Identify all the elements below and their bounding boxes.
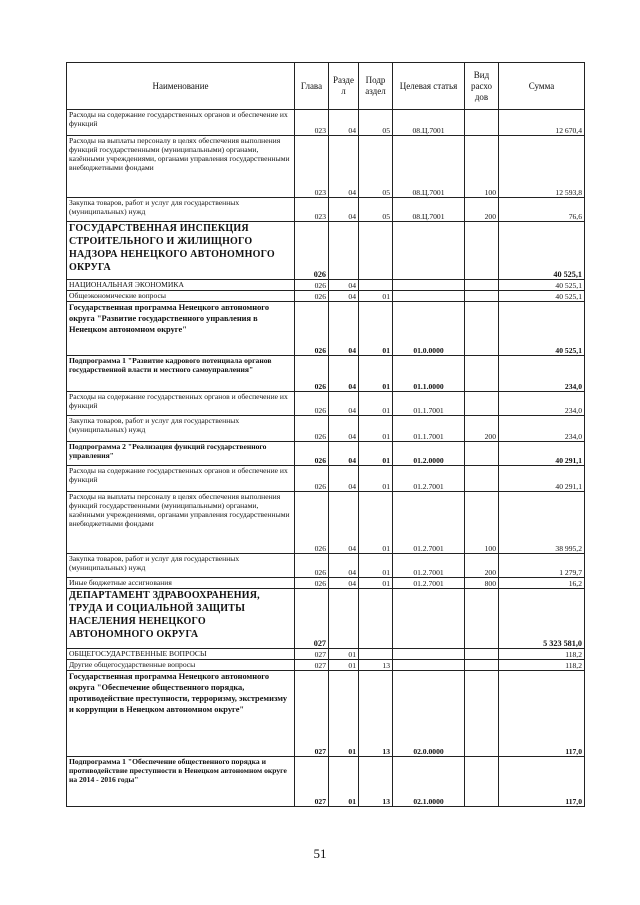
cell-vid [465, 660, 499, 671]
cell-target: 01.1.7001 [393, 416, 465, 442]
cell-vid [465, 757, 499, 807]
header-glava: Глава [295, 63, 329, 110]
cell-vid [465, 110, 499, 136]
cell-podrazdel: 01 [359, 442, 393, 466]
cell-razdel: 04 [329, 466, 359, 492]
cell-sum: 234,0 [499, 356, 585, 392]
cell-vid [465, 649, 499, 660]
cell-sum: 40 525,1 [499, 291, 585, 302]
cell-target: 08.Ц.7001 [393, 136, 465, 198]
table-row [67, 649, 585, 660]
cell-razdel: 04 [329, 554, 359, 578]
cell-razdel: 01 [329, 671, 359, 757]
table-row [67, 442, 585, 466]
cell-podrazdel: 01 [359, 578, 393, 589]
cell-name: ОБЩЕГОСУДАРСТВЕННЫЕ ВОПРОСЫ [67, 649, 295, 660]
table-row [67, 416, 585, 442]
cell-glava: 026 [295, 222, 329, 280]
table-row [67, 136, 585, 198]
cell-name: Закупка товаров, работ и услуг для государственных (муниципальных) нужд [67, 554, 295, 578]
cell-glava: 026 [295, 578, 329, 589]
cell-vid: 200 [465, 554, 499, 578]
cell-glava: 026 [295, 466, 329, 492]
header-vid: Вид расхо дов [465, 63, 499, 110]
table-row [67, 660, 585, 671]
cell-target: 08.Ц.7001 [393, 110, 465, 136]
cell-vid [465, 589, 499, 649]
cell-glava: 027 [295, 757, 329, 807]
cell-razdel: 01 [329, 757, 359, 807]
cell-sum: 118,2 [499, 649, 585, 660]
cell-name: Подпрограмма 1 "Обеспечение общественного порядка и противодействие преступности в Ненецком автономном округе на 2014 - 2016 годы" [67, 757, 295, 807]
cell-target: 01.1.0000 [393, 356, 465, 392]
cell-target: 08.Ц.7001 [393, 198, 465, 222]
cell-podrazdel [359, 649, 393, 660]
header-sum: Сумма [499, 63, 585, 110]
table-row [67, 466, 585, 492]
table-row [67, 198, 585, 222]
cell-sum: 40 291,1 [499, 466, 585, 492]
table-body [67, 110, 585, 807]
cell-podrazdel: 05 [359, 136, 393, 198]
cell-target [393, 660, 465, 671]
cell-sum: 117,0 [499, 757, 585, 807]
cell-podrazdel [359, 222, 393, 280]
table-row [67, 356, 585, 392]
cell-razdel [329, 589, 359, 649]
cell-sum: 16,2 [499, 578, 585, 589]
cell-razdel: 04 [329, 492, 359, 554]
cell-vid: 800 [465, 578, 499, 589]
cell-podrazdel [359, 280, 393, 291]
cell-vid [465, 356, 499, 392]
cell-sum: 118,2 [499, 660, 585, 671]
cell-vid: 100 [465, 492, 499, 554]
cell-target [393, 589, 465, 649]
table-row [67, 110, 585, 136]
table-row [67, 302, 585, 356]
cell-vid [465, 291, 499, 302]
cell-sum: 40 291,1 [499, 442, 585, 466]
budget-table [66, 62, 585, 807]
cell-glava: 026 [295, 554, 329, 578]
cell-name: ДЕПАРТАМЕНТ ЗДРАВООХРАНЕНИЯ, ТРУДА И СОЦИАЛЬНОЙ ЗАЩИТЫ НАСЕЛЕНИЯ НЕНЕЦКОГО АВТОНОМНОГО ОКРУГА [67, 589, 295, 649]
cell-podrazdel: 01 [359, 554, 393, 578]
cell-razdel: 04 [329, 416, 359, 442]
cell-podrazdel [359, 589, 393, 649]
cell-name: Государственная программа Ненецкого автономного округа "Развитие государственного управления в Ненецком автономном округе" [67, 302, 295, 356]
cell-glava: 023 [295, 110, 329, 136]
header-target: Целевая статья [393, 63, 465, 110]
cell-name: Другие общегосударственные вопросы [67, 660, 295, 671]
cell-name: Расходы на содержание государственных органов и обеспечение их функций [67, 110, 295, 136]
table-header-row [67, 63, 585, 110]
cell-razdel: 01 [329, 660, 359, 671]
cell-razdel: 04 [329, 280, 359, 291]
cell-podrazdel: 01 [359, 392, 393, 416]
cell-glava: 023 [295, 136, 329, 198]
cell-glava: 027 [295, 649, 329, 660]
cell-razdel: 04 [329, 291, 359, 302]
table-row [67, 392, 585, 416]
cell-podrazdel: 01 [359, 416, 393, 442]
cell-glava: 026 [295, 280, 329, 291]
cell-target: 01.2.7001 [393, 554, 465, 578]
cell-target: 01.2.7001 [393, 578, 465, 589]
cell-target: 01.2.0000 [393, 442, 465, 466]
cell-vid [465, 222, 499, 280]
table-row [67, 578, 585, 589]
cell-sum: 38 995,2 [499, 492, 585, 554]
cell-glava: 026 [295, 416, 329, 442]
cell-podrazdel: 01 [359, 302, 393, 356]
cell-name: Государственная программа Ненецкого автономного округа "Обеспечение общественного порядка, противодействие преступности, терроризму, экстремизму и коррупции в Ненецком автономном округе" [67, 671, 295, 757]
table-row [67, 554, 585, 578]
cell-vid [465, 302, 499, 356]
cell-glava: 023 [295, 198, 329, 222]
header-podrazdel: Подр аздел [359, 63, 393, 110]
cell-name: ГОСУДАРСТВЕННАЯ ИНСПЕКЦИЯ СТРОИТЕЛЬНОГО И ЖИЛИЩНОГО НАДЗОРА НЕНЕЦКОГО АВТОНОМНОГО ОКРУГА [67, 222, 295, 280]
header-name: Наименование [67, 63, 295, 110]
cell-target: 01.2.7001 [393, 466, 465, 492]
cell-sum: 234,0 [499, 392, 585, 416]
cell-target [393, 222, 465, 280]
cell-razdel: 01 [329, 649, 359, 660]
cell-sum: 40 525,1 [499, 302, 585, 356]
cell-podrazdel: 05 [359, 110, 393, 136]
cell-target: 02.1.0000 [393, 757, 465, 807]
cell-razdel: 04 [329, 136, 359, 198]
cell-target: 01.0.0000 [393, 302, 465, 356]
table-row [67, 492, 585, 554]
cell-podrazdel: 13 [359, 757, 393, 807]
cell-razdel [329, 222, 359, 280]
cell-razdel: 04 [329, 356, 359, 392]
cell-podrazdel: 01 [359, 492, 393, 554]
cell-glava: 026 [295, 392, 329, 416]
cell-razdel: 04 [329, 110, 359, 136]
page-number: 51 [313, 846, 327, 861]
cell-target [393, 649, 465, 660]
cell-sum: 117,0 [499, 671, 585, 757]
cell-sum: 40 525,1 [499, 222, 585, 280]
cell-name: Иные бюджетные ассигнования [67, 578, 295, 589]
table-row [67, 291, 585, 302]
cell-vid [465, 280, 499, 291]
cell-name: Расходы на содержание государственных органов и обеспечение их функций [67, 466, 295, 492]
cell-sum: 40 525,1 [499, 280, 585, 291]
cell-name: Расходы на выплаты персоналу в целях обеспечения выполнения функций государственными (муниципальными) органами, казёнными учреждениями, органами управления государственными внебюджетными фондами [67, 136, 295, 198]
budget-table-sheet [66, 62, 584, 807]
cell-name: Общеэкономические вопросы [67, 291, 295, 302]
cell-vid: 100 [465, 136, 499, 198]
cell-glava: 026 [295, 291, 329, 302]
cell-podrazdel: 01 [359, 466, 393, 492]
cell-target [393, 291, 465, 302]
table-row [67, 589, 585, 649]
cell-razdel: 04 [329, 442, 359, 466]
cell-name: Закупка товаров, работ и услуг для государственных (муниципальных) нужд [67, 416, 295, 442]
cell-vid: 200 [465, 198, 499, 222]
cell-vid [465, 442, 499, 466]
cell-sum: 1 279,7 [499, 554, 585, 578]
table-row [67, 671, 585, 757]
cell-vid [465, 392, 499, 416]
header-razdel: Разде л [329, 63, 359, 110]
cell-glava: 026 [295, 492, 329, 554]
cell-podrazdel: 13 [359, 660, 393, 671]
cell-razdel: 04 [329, 392, 359, 416]
cell-podrazdel: 13 [359, 671, 393, 757]
cell-glava: 027 [295, 660, 329, 671]
cell-target: 02.0.0000 [393, 671, 465, 757]
cell-name: Расходы на выплаты персоналу в целях обеспечения выполнения функций государственными (муниципальными) органами, казёнными учреждениями, органами управления государственными внебюджетными фондами [67, 492, 295, 554]
cell-sum: 5 323 581,0 [499, 589, 585, 649]
table-row [67, 222, 585, 280]
cell-sum: 12 670,4 [499, 110, 585, 136]
cell-glava: 026 [295, 302, 329, 356]
cell-razdel: 04 [329, 578, 359, 589]
cell-name: Закупка товаров, работ и услуг для государственных (муниципальных) нужд [67, 198, 295, 222]
cell-name: Подпрограмма 1 "Развитие кадрового потенциала органов государственной власти и местного самоуправления" [67, 356, 295, 392]
cell-target [393, 280, 465, 291]
cell-name: Расходы на содержание государственных органов и обеспечение их функций [67, 392, 295, 416]
cell-glava: 027 [295, 671, 329, 757]
cell-glava: 026 [295, 442, 329, 466]
cell-sum: 76,6 [499, 198, 585, 222]
cell-sum: 234,0 [499, 416, 585, 442]
cell-glava: 026 [295, 356, 329, 392]
table-row [67, 280, 585, 291]
cell-podrazdel: 05 [359, 198, 393, 222]
cell-vid [465, 466, 499, 492]
cell-razdel: 04 [329, 198, 359, 222]
cell-target: 01.1.7001 [393, 392, 465, 416]
cell-vid [465, 671, 499, 757]
table-row [67, 757, 585, 807]
cell-name: Подпрограмма 2 "Реализация функций государственного управления" [67, 442, 295, 466]
cell-podrazdel: 01 [359, 291, 393, 302]
cell-podrazdel: 01 [359, 356, 393, 392]
cell-name: НАЦИОНАЛЬНАЯ ЭКОНОМИКА [67, 280, 295, 291]
cell-sum: 12 593,8 [499, 136, 585, 198]
cell-razdel: 04 [329, 302, 359, 356]
cell-glava: 027 [295, 589, 329, 649]
cell-vid: 200 [465, 416, 499, 442]
cell-target: 01.2.7001 [393, 492, 465, 554]
